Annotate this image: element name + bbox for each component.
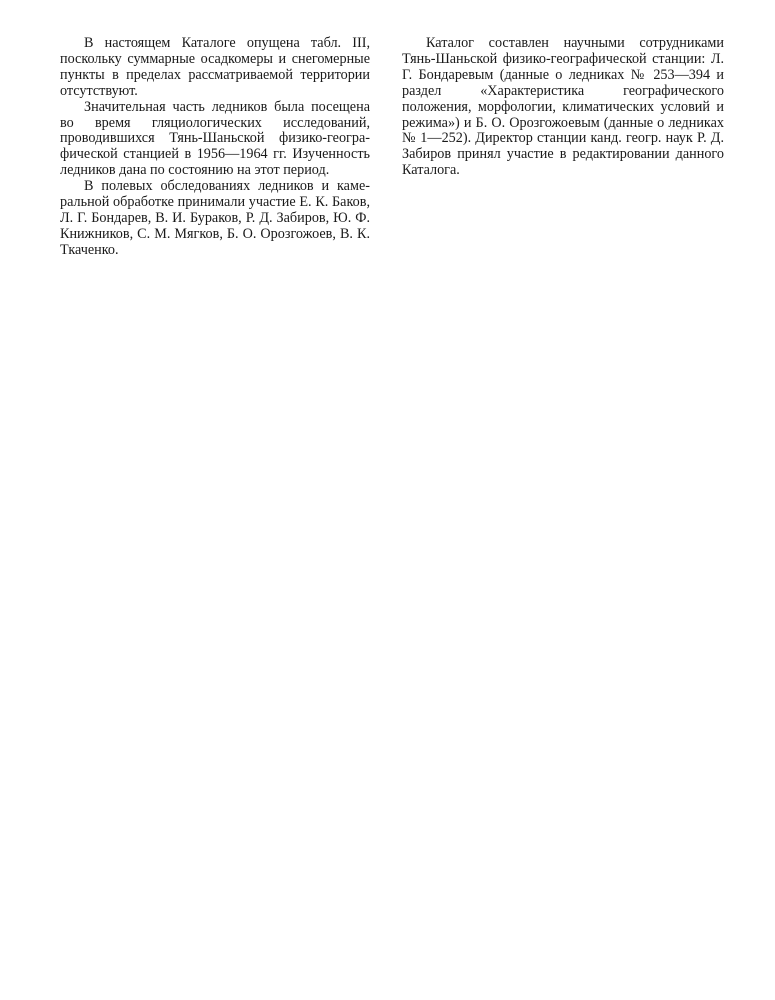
left-text-column: [60, 36, 370, 259]
paragraph-compilers: Каталог составлен научными сотрудниками Тянь-Шаньской физико-географической станции: Л. Г. Бондаревым (данные о ледниках № 253—394 и раздел «Характеристика географического положения, морфологии, климатических условий и режима») и Б. О. Орозгожоевым (данные о ледниках № 1—252). Директор станции канд. геогр. наук Р. Д. Забиров принял участие в редактировании данного Каталога.: [402, 35, 724, 179]
paragraph-participants: В полевых обследованиях ледников и камеральной обработке принимали участие Е. К. Баков, Л. Г. Бондарев, В. И. Бураков, Р. Д. Забиров, Ю. Ф. Книжников, С. М. Мягков, Б. О. Орозгожоев, В. К. Ткаченко.: [60, 178, 370, 258]
right-text-column: [402, 36, 724, 179]
paragraph-glacier-studies: Значительная часть ледников была посещена во время гляциологических исследований, проводившихся Тянь-Шаньской физико-географической станцией в 1956—1964 гг. Изученность ледников дана по состоянию на этот период.: [60, 98, 370, 179]
paragraph-omitted-table: В настоящем Каталоге опущена табл. III, поскольку суммарные осадкомеры и снегомерные пункты в пределах рассматриваемой территории отсутствуют.: [60, 35, 370, 99]
